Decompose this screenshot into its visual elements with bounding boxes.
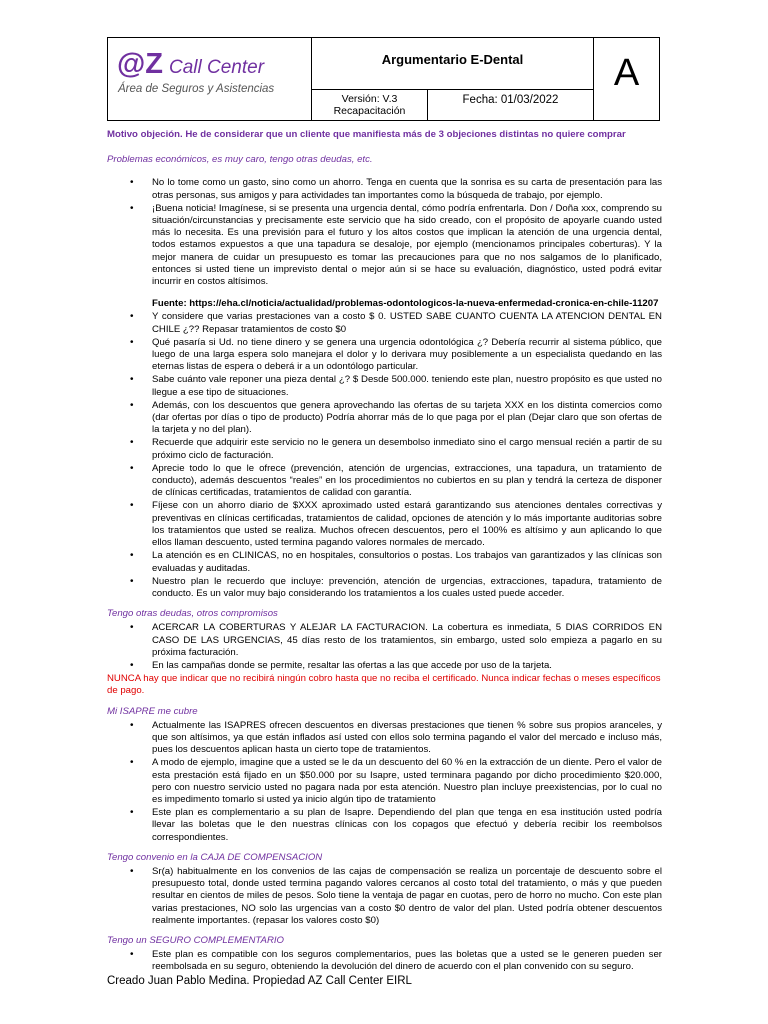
- document-title: Argumentario E-Dental: [381, 52, 524, 67]
- logo-cell: [108, 38, 312, 120]
- document-letter: A: [613, 52, 640, 94]
- list-item: • Fíjese con un ahorro diario de $XXX aproximado usted estará garantizando sus atenciones dentales correctivas y preventivas en clínicas certificadas, tratamientos de calidad, opciones de atención y lo más importante auditorias sobre los tratamientos que usted se realiza. Muchos ofrecen descuentos, pero el 100% es altísimo y aun aplicando lo que ellos llaman descuento, usted termina pagando valores normales de mercado.: [107, 500, 662, 549]
- economic-bullet-list-b: [107, 311, 662, 600]
- list-item: • Y considere que varias prestaciones van a costo $ 0. USTED SABE CUANTO CUENTA LA ATENCION DENTAL EN CHILE ¿?? Repasar tratamientos de costo $0: [107, 311, 662, 335]
- list-item: • ¡Buena noticia! Imagínese, si se presenta una urgencia dental, cómo podría enfrentarla. Don / Doña xxx, comprendo su situación/circunstancias y precisamente este servicio que ha sido creado, con el propósito de apoyarle cuando usted más lo necesita. Es una previsión para el futuro y los altos costos que implican la atención de una urgencia dental, todos estamos expuestos a que una tapadura se desaloje, por ejemplo (mencionamos principales coberturas). Y la mejor manera de cuidar un presupuesto es tomar las precauciones para que no nos salgamos de lo planificado, entonces si usted tiene un imprevisto dental o mejor aún si se hace su evaluación, diagnóstico, usted podrá evitar incurrir en costos altísimos.: [107, 203, 662, 288]
- list-item: • A modo de ejemplo, imagine que a usted se le da un descuento del 60 % en la extracción de un diente. Pero el valor de esta prestación está fijado en un $50.000 por su Isapre, usted terminara pagando por dicho procedimiento $20.000, pero con nuestro servicio usted no pagara nada por esta atención. Nuestro plan incluye preexistencias, por lo cual no es impedimento tomarlo si usted ya inicio algún tipo de tratamiento: [107, 757, 662, 806]
- economic-bullet-list-a: [107, 177, 662, 288]
- section-heading-economic: Problemas económicos, es muy caro, tengo otras deudas, etc.: [107, 154, 373, 166]
- list-item: • Aprecie todo lo que le ofrece (prevención, atención de urgencias, extracciones, una tapadura, un tratamiento de conducto), además descuentos “reales” en los procedimientos no cubiertos en su plan y tendrá la certeza de disponer de clínicas certificadas, tratamientos de calidad con garantía.: [107, 463, 662, 500]
- list-item: • ACERCAR LA COBERTURAS Y ALEJAR LA FACTURACION. La cobertura es inmediata, 5 DIAS CORRIDOS EN CASO DE LAS URGENCIAS, 45 días resto de los tratamientos, sin embargo, usted solo empieza a pagarlo en su próxima facturación.: [107, 622, 662, 659]
- document-header-table: [107, 37, 660, 121]
- document-body: [107, 129, 662, 975]
- list-item: • Este plan es complementario a su plan de Isapre. Dependiendo del plan que tenga en esa institución usted podría llevar las boletas que le den nuestras clínicas con los copagos que efectuó y debería recibir los reembolsos correspondientes.: [107, 807, 662, 844]
- list-item: • Actualmente las ISAPRES ofrecen descuentos en diversas prestaciones que tienen % sobre sus propios aranceles, y que son altísimos, ya que están inflados así usted con ellos solo termina pagando el valor del mercado e incluso más, pues los descuentos aplican hasta un cierto tope de tratamientos.: [107, 720, 662, 757]
- letter-cell: [594, 38, 659, 120]
- other-debts-bullet-list: [107, 622, 662, 672]
- warning-note: NUNCA hay que indicar que no recibirá ningún cobro hasta que no reciba el certificado. Nunca indicar fechas o meses específicos de pago.: [107, 673, 661, 697]
- date-cell: [428, 90, 594, 120]
- list-item: • Sr(a) habitualmente en los convenios de las cajas de compensación se realiza un porcentaje de descuento sobre el presupuesto total, donde usted termina pagando valores cercanos al costo total del tratamiento, o más y que pueden resultar en cientos de miles de pesos. Solo tiene la ventaja de pagar en cuotas, pero de horro no mucho. Con este plan varias prestaciones, NO solo las urgencias van a costo $0 dentro de valor del plan. Usted podría obtener descuentos realmente importantes. (repasar los valores costo $0): [107, 866, 662, 927]
- isapre-bullet-list: [107, 720, 662, 844]
- logo-name: Call Center: [169, 57, 265, 78]
- caja-bullet-list: [107, 866, 662, 927]
- list-item: • Este plan es compatible con los seguros complementarios, pues las boletas que a usted se le generen pueden ser reembolsada en su seguro, obteniendo la devolución del dinero de acuerdo con el plan convenido con su seguro.: [107, 949, 662, 973]
- title-cell: [312, 38, 594, 90]
- company-logo: [117, 48, 264, 81]
- list-item: • No lo tome como un gasto, sino como un ahorro. Tenga en cuenta que la sonrisa es su carta de presentación para las otras personas, sus amigos y para actividades tan importantes como la búsqueda de trabajo, por ejemplo.: [107, 177, 662, 201]
- list-item: • Qué pasaría si Ud. no tiene dinero y se genera una urgencia odontológica ¿? Debería recurrir al sistema público, que luego de una larga espera solo manejara el dolor y lo derivara muy posiblemente a un especialista quedando en las eternas listas de espera o deberá ir a un odontólogo particular.: [107, 337, 662, 374]
- page-footer: Creado Juan Pablo Medina. Propiedad AZ Call Center EIRL: [107, 975, 412, 987]
- section-heading-other-debts: Tengo otras deudas, otros compromisos: [107, 608, 278, 620]
- seguro-bullet-list: [107, 949, 662, 973]
- document-date: Fecha: 01/03/2022: [462, 94, 559, 106]
- version-label: Versión: V.3: [341, 93, 398, 105]
- intro-paragraph: Motivo objeción. He de considerar que un cliente que manifiesta más de 3 objeciones distintas no quiere comprar: [107, 129, 626, 140]
- logo-subtitle: Área de Seguros y Asistencias: [118, 83, 275, 95]
- list-item: • Recuerde que adquirir este servicio no le genera un desembolso inmediato sino el cargo mensual recién a partir de su próximo ciclo de facturación.: [107, 437, 662, 461]
- logo-at-mark: @Z: [117, 48, 163, 80]
- list-item: • Sabe cuánto vale reponer una pieza dental ¿? $ Desde 500.000. teniendo este plan, nuestro propósito es que usted no llegue a ese tipo de situaciones.: [107, 374, 662, 398]
- source-reference: Fuente: https://eha.cl/noticia/actualidad/problemas-odontologicos-la-nueva-enfermedad-cronica-en-chile-11207: [152, 298, 659, 310]
- section-heading-seguro-complementario: Tengo un SEGURO COMPLEMENTARIO: [107, 934, 285, 946]
- section-heading-isapre: Mi ISAPRE me cubre: [107, 705, 198, 717]
- version-cell: [312, 90, 428, 120]
- list-item: • Además, con los descuentos que genera aprovechando las ofertas de su tarjeta XXX en los distinta comercios como (dar ofertas por días o tipo de producto) Podría ahorrar más de lo que paga por el plan (Dejar claro que son ofertas de la tarjeta y no del plan).: [107, 400, 662, 437]
- list-item: • Nuestro plan le recuerdo que incluye: prevención, atención de urgencias, extracciones, tapadura, tratamiento de conducto. Es un valor muy bajo considerando los tratamientos a los cuales usted puede acceder.: [107, 576, 662, 600]
- list-item: • La atención es en CLINICAS, no en hospitales, consultorios o postas. Los trabajos van garantizados y las clínicas son evaluadas y auditadas.: [107, 550, 662, 574]
- list-item: • En las campañas donde se permite, resaltar las ofertas a las que accede por uso de la tarjeta.: [107, 660, 662, 672]
- version-subtitle: Recapacitación: [333, 105, 406, 117]
- section-heading-caja-compensacion: Tengo convenio en la CAJA DE COMPENSACION: [107, 851, 323, 863]
